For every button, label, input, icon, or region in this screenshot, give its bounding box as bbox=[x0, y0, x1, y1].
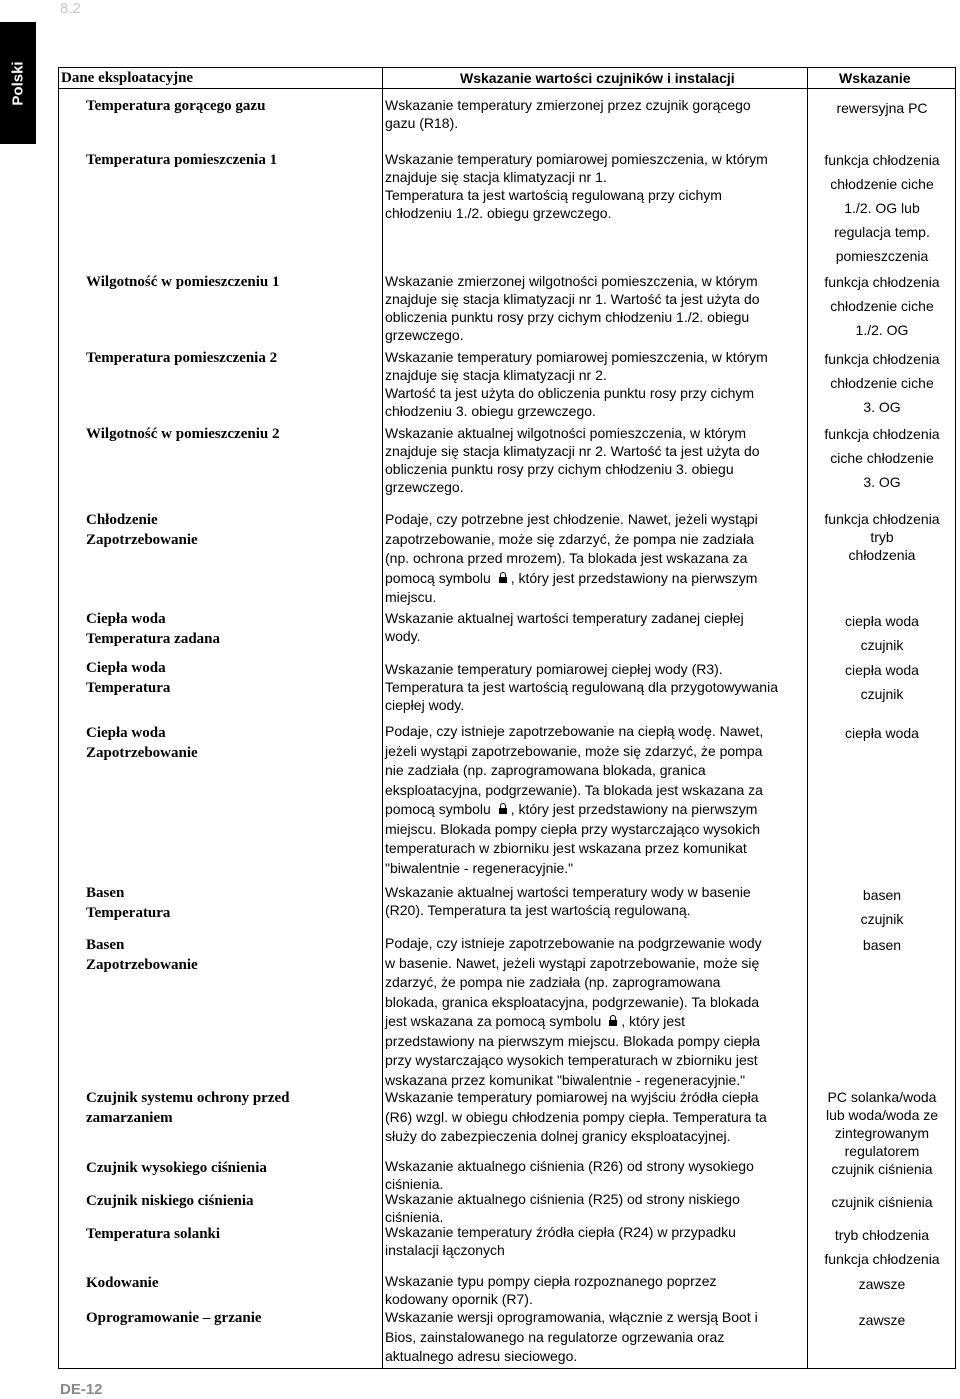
row-display-line: PC solanka/woda bbox=[827, 1089, 937, 1105]
row-name-line: Temperatura pomieszczenia 2 bbox=[86, 350, 278, 366]
row-description-line: temperaturach w zbiorniku jest wskazana przez komunikat bbox=[385, 840, 747, 856]
row-description bbox=[385, 1308, 805, 1367]
row-name bbox=[86, 1158, 376, 1178]
row-description-line: miejscu. Blokada pompy ciepła przy wystarczająco wysokich bbox=[385, 820, 761, 837]
row-name-line: Czujnik niskiego ciśnienia bbox=[86, 1193, 254, 1209]
row-description-line: Wskazanie temperatury pomiarowej na wyjściu źródła ciepła bbox=[385, 1089, 759, 1105]
row-description-line: Wskazanie temperatury pomiarowej pomieszczenia, w którym bbox=[385, 151, 768, 167]
row-description-line: znajduje się stacja klimatyzacji nr 2. bbox=[385, 367, 607, 383]
row-description bbox=[385, 1272, 805, 1308]
row-display-line: funkcja chłodzenia bbox=[824, 511, 940, 527]
row-name-line: zamarzaniem bbox=[86, 1110, 173, 1126]
row-description-line: Wskazanie zmierzonej wilgotności pomieszczenia, w którym bbox=[385, 273, 758, 289]
row-name-line: Chłodzenie bbox=[86, 512, 158, 528]
row-description-line: grzewczego. bbox=[385, 327, 464, 343]
row-display bbox=[808, 883, 956, 931]
row-display-line: chłodzenie ciche bbox=[830, 176, 934, 192]
lock-icon bbox=[608, 1015, 618, 1027]
row-description-line: w basenie. Nawet, jeżeli wystąpi zapotrzebowanie, może się bbox=[385, 954, 760, 971]
row-name-line: Temperatura bbox=[86, 905, 171, 921]
row-display-line: funkcja chłodzenia bbox=[824, 351, 940, 367]
row-display-line: czujnik ciśnienia bbox=[831, 1194, 933, 1210]
row-display bbox=[808, 658, 956, 706]
row-display bbox=[808, 422, 956, 494]
row-description-line: eksploatacyjna, podgrzewanie). Ta blokada jest wskazana za bbox=[385, 781, 763, 798]
row-display-line: 1./2. OG lub bbox=[844, 200, 920, 216]
row-display bbox=[808, 1272, 956, 1296]
column-divider-1 bbox=[382, 68, 383, 1369]
row-description bbox=[385, 609, 805, 645]
row-display bbox=[808, 933, 956, 957]
row-name-line: Ciepła woda bbox=[86, 725, 166, 741]
row-description-line: aktualnego adresu sieciowego. bbox=[385, 1348, 578, 1364]
row-description-line: znajduje się stacja klimatyzacji nr 1. bbox=[385, 169, 607, 185]
row-description bbox=[385, 150, 805, 222]
row-display bbox=[808, 1157, 956, 1181]
row-name-line: Wilgotność w pomieszczeniu 1 bbox=[86, 274, 280, 290]
row-display-line: ciche chłodzenie bbox=[830, 450, 934, 466]
row-name bbox=[86, 348, 376, 368]
row-display-line: regulatorem bbox=[844, 1143, 920, 1159]
row-name-line: Zapotrzebowanie bbox=[86, 745, 198, 761]
language-tab bbox=[0, 22, 36, 144]
row-display bbox=[808, 721, 956, 745]
row-display bbox=[808, 270, 956, 342]
row-display-line: basen bbox=[862, 887, 902, 903]
row-description-line: (R20). Temperatura ta jest wartością regulowaną. bbox=[385, 902, 691, 918]
row-display bbox=[808, 609, 956, 657]
row-description-line: ciepłej wody. bbox=[385, 697, 465, 713]
row-description-line: Temperatura ta jest wartością regulowaną przy cichym bbox=[385, 187, 722, 203]
row-display-line: basen bbox=[862, 937, 902, 953]
row-description-line: zapotrzebowanie, może się zdarzyć, że pompa nie zadziała bbox=[385, 530, 754, 547]
row-description-line: Wskazanie typu pompy ciepła rozpoznanego poprzez bbox=[385, 1273, 717, 1289]
lock-icon bbox=[498, 572, 508, 584]
row-description-line: (R6) wzgl. w obiegu chłodzenia pompy ciepła. Temperatura ta bbox=[385, 1108, 767, 1125]
row-description-line: Wskazanie aktualnej wilgotności pomieszczenia, w którym bbox=[385, 425, 747, 441]
header-sensor-values: Wskazanie wartości czujników i instalacji bbox=[460, 70, 735, 86]
row-display-line: rewersyjna PC bbox=[836, 100, 928, 116]
row-description-line: Wartość ta jest użyta do obliczenia punktu rosy przy cichym bbox=[385, 385, 755, 401]
row-description bbox=[385, 272, 805, 344]
row-description-line: jeżeli wystąpi zapotrzebowanie, może się zdarzyć, że pompa bbox=[385, 742, 763, 759]
row-display-line: chłodzenie ciche bbox=[830, 375, 934, 391]
row-display-line: tryb bbox=[870, 529, 894, 545]
row-name bbox=[86, 723, 376, 763]
language-tab-label: Polski bbox=[9, 60, 27, 106]
row-name bbox=[86, 272, 376, 292]
row-display-line: zawsze bbox=[858, 1312, 906, 1328]
row-description-line: obliczenia punktu rosy przy cichym chłodzeniu 3. obiegu bbox=[385, 461, 734, 477]
row-name bbox=[86, 1191, 376, 1211]
row-name-line: Czujnik systemu ochrony przed bbox=[86, 1090, 290, 1106]
row-name-line: Ciepła woda bbox=[86, 660, 166, 676]
row-description-line: grzewczego. bbox=[385, 479, 464, 495]
row-display-line: funkcja chłodzenia bbox=[824, 426, 940, 442]
row-display-line: regulacja temp. bbox=[834, 224, 930, 240]
row-display bbox=[808, 347, 956, 419]
row-description-line: miejscu. bbox=[385, 589, 437, 605]
row-name-line: Basen bbox=[86, 937, 125, 953]
row-description bbox=[385, 510, 805, 608]
row-display-line: ciepła woda bbox=[845, 662, 919, 678]
lock-icon bbox=[498, 803, 508, 815]
row-description-line: Wskazanie aktualnej wartości temperatury wody w basenie bbox=[385, 884, 751, 900]
row-display-line: ciepła woda bbox=[845, 613, 919, 629]
row-name-line: Temperatura solanki bbox=[86, 1226, 221, 1242]
row-name bbox=[86, 1308, 376, 1328]
row-description-line: wody. bbox=[385, 628, 421, 644]
row-name bbox=[86, 96, 376, 116]
row-description bbox=[385, 1088, 805, 1147]
row-description bbox=[385, 424, 805, 496]
row-display-line: funkcja chłodzenia bbox=[824, 274, 940, 290]
row-display bbox=[808, 96, 956, 120]
row-description-line: Temperatura ta jest wartością regulowaną dla przygotowywania bbox=[385, 679, 778, 695]
row-display-line: czujnik bbox=[860, 686, 904, 702]
row-description-line: obliczenia punktu rosy przy cichym chłodzeniu 1./2. obiegu bbox=[385, 309, 750, 325]
row-description-line: służy do zabezpieczenia dolnej granicy eksploatacyjnej. bbox=[385, 1128, 731, 1144]
row-description-line: Wskazanie temperatury pomiarowej pomieszczenia, w którym bbox=[385, 349, 768, 365]
row-description-line: instalacji łączonych bbox=[385, 1242, 505, 1258]
row-name-line: Temperatura zadana bbox=[86, 631, 221, 647]
row-description-line: blokada, granica eksploatacyjna, podgrzewanie). Ta blokada bbox=[385, 993, 760, 1010]
table-top-border bbox=[58, 67, 956, 68]
row-name-line: Wilgotność w pomieszczeniu 2 bbox=[86, 426, 280, 442]
row-description-line: Wskazanie temperatury pomiarowej ciepłej wody (R3). bbox=[385, 661, 723, 677]
page-number: DE-12 bbox=[60, 1381, 103, 1398]
section-number: 8.2 bbox=[60, 0, 81, 17]
row-name bbox=[86, 424, 376, 444]
row-display-line: czujnik bbox=[860, 911, 904, 927]
header-operating-data: Dane eksploatacyjne bbox=[61, 70, 194, 86]
row-description bbox=[385, 1223, 805, 1259]
row-description-line: znajduje się stacja klimatyzacji nr 1. Wartość ta jest użyta do bbox=[385, 291, 760, 307]
row-description-line: chłodzeniu 3. obiegu grzewczego. bbox=[385, 403, 596, 419]
row-description bbox=[385, 96, 805, 132]
row-name bbox=[86, 1088, 376, 1128]
row-description-line: Podaje, czy istnieje zapotrzebowanie na ciepłą wodę. Nawet, bbox=[385, 723, 764, 739]
row-description-line: ciśnienia. bbox=[385, 1209, 444, 1225]
row-description-line: Wskazanie aktualnej wartości temperatury zadanej ciepłej bbox=[385, 610, 744, 626]
row-description bbox=[385, 348, 805, 420]
row-name bbox=[86, 150, 376, 170]
row-display bbox=[808, 1308, 956, 1332]
row-display-line: tryb chłodzenia bbox=[834, 1227, 930, 1243]
row-display-line: funkcja chłodzenia bbox=[824, 1251, 940, 1267]
row-description-line: jest wskazana za pomocą symbolu , który jest bbox=[385, 1013, 686, 1029]
row-description-line: Wskazanie temperatury zmierzonej przez czujnik gorącego bbox=[385, 97, 751, 113]
row-display-line: czujnik ciśnienia bbox=[831, 1161, 933, 1177]
row-description-line: Podaje, czy potrzebne jest chłodzenie. Nawet, jeżeli wystąpi bbox=[385, 511, 758, 527]
row-description-line: zdarzyć, że pompa nie zadziała (np. zaprogramowana bbox=[385, 974, 721, 990]
row-display-line: lub woda/woda ze bbox=[825, 1107, 939, 1123]
row-description-line: przy wystarczająco wysokich temperaturach w zbiorniku jest bbox=[385, 1052, 758, 1068]
row-description-line: pomocą symbolu , który jest przedstawiony na pierwszym bbox=[385, 569, 758, 586]
row-name-line: Zapotrzebowanie bbox=[86, 532, 198, 548]
row-description bbox=[385, 660, 805, 714]
row-display-line: 3. OG bbox=[863, 399, 901, 415]
row-name bbox=[86, 510, 376, 550]
row-description-line: "biwalentnie - regeneracyjnie." bbox=[385, 859, 574, 876]
row-display-line: zawsze bbox=[858, 1276, 906, 1292]
row-display bbox=[808, 510, 956, 564]
row-description-line: chłodzeniu 1./2. obiegu grzewczego. bbox=[385, 205, 612, 221]
row-display-line: 1./2. OG bbox=[855, 322, 909, 338]
row-description-line: ciśnienia. bbox=[385, 1176, 444, 1192]
row-name-line: Oprogramowanie – grzanie bbox=[86, 1310, 262, 1326]
row-name bbox=[86, 1273, 376, 1293]
row-display-line: czujnik bbox=[860, 637, 904, 653]
row-name-line: Kodowanie bbox=[86, 1275, 159, 1291]
row-description bbox=[385, 934, 805, 1090]
row-display-line: funkcja chłodzenia bbox=[824, 152, 940, 168]
row-name-line: Ciepła woda bbox=[86, 611, 166, 627]
row-display-line: pomieszczenia bbox=[835, 248, 929, 264]
row-description-line: Podaje, czy istnieje zapotrzebowanie na podgrzewanie wody bbox=[385, 935, 762, 951]
row-display bbox=[808, 148, 956, 268]
row-description-line: Wskazanie wersji oprogramowania, włącznie z wersją Boot i bbox=[385, 1309, 758, 1325]
row-description-line: kodowany opornik (R7). bbox=[385, 1291, 533, 1307]
table-header-border bbox=[58, 88, 956, 89]
row-display bbox=[808, 1088, 956, 1160]
row-name bbox=[86, 658, 376, 698]
row-description bbox=[385, 722, 805, 878]
row-description-line: gazu (R18). bbox=[385, 115, 459, 131]
row-name bbox=[86, 609, 376, 649]
row-display-line: zintegrowanym bbox=[834, 1125, 930, 1141]
row-name-line: Zapotrzebowanie bbox=[86, 957, 198, 973]
row-display bbox=[808, 1190, 956, 1214]
row-display-line: 3. OG bbox=[863, 474, 901, 490]
row-name-line: Temperatura bbox=[86, 680, 171, 696]
row-description bbox=[385, 1190, 805, 1226]
row-name-line: Basen bbox=[86, 885, 125, 901]
row-display bbox=[808, 1223, 956, 1271]
row-name bbox=[86, 1224, 376, 1244]
row-display-line: chłodzenie ciche bbox=[830, 298, 934, 314]
row-description-line: Wskazanie aktualnego ciśnienia (R25) od strony niskiego bbox=[385, 1191, 740, 1207]
row-name-line: Temperatura gorącego gazu bbox=[86, 98, 266, 114]
row-description-line: nie zadziała (np. zaprogramowana blokada, granica bbox=[385, 762, 706, 778]
row-name-line: Czujnik wysokiego ciśnienia bbox=[86, 1160, 267, 1176]
row-description bbox=[385, 883, 805, 919]
row-display-line: ciepła woda bbox=[845, 725, 919, 741]
row-name-line: Temperatura pomieszczenia 1 bbox=[86, 152, 278, 168]
row-description-line: Bios, zainstalowanego na regulatorze ogrzewania oraz bbox=[385, 1328, 725, 1345]
row-description-line: przedstawiony na pierwszym miejscu. Blokada pompy ciepła bbox=[385, 1032, 761, 1049]
row-description-line: (np. ochrona przed mrozem). Ta blokada jest wskazana za bbox=[385, 550, 748, 566]
row-name bbox=[86, 883, 376, 923]
header-display: Wskazanie bbox=[839, 70, 911, 86]
row-description-line: pomocą symbolu , który jest przedstawiony na pierwszym bbox=[385, 801, 758, 817]
row-description-line: Wskazanie aktualnego ciśnienia (R26) od strony wysokiego bbox=[385, 1158, 754, 1174]
row-description-line: wskazana przez komunikat "biwalentnie - regeneracyjnie." bbox=[385, 1071, 746, 1088]
row-description-line: Wskazanie temperatury źródła ciepła (R24) w przypadku bbox=[385, 1224, 736, 1240]
row-description bbox=[385, 1157, 805, 1193]
row-display-line: chłodzenia bbox=[848, 547, 916, 563]
row-name bbox=[86, 935, 376, 975]
row-description-line: znajduje się stacja klimatyzacji nr 2. Wartość ta jest użyta do bbox=[385, 443, 760, 459]
